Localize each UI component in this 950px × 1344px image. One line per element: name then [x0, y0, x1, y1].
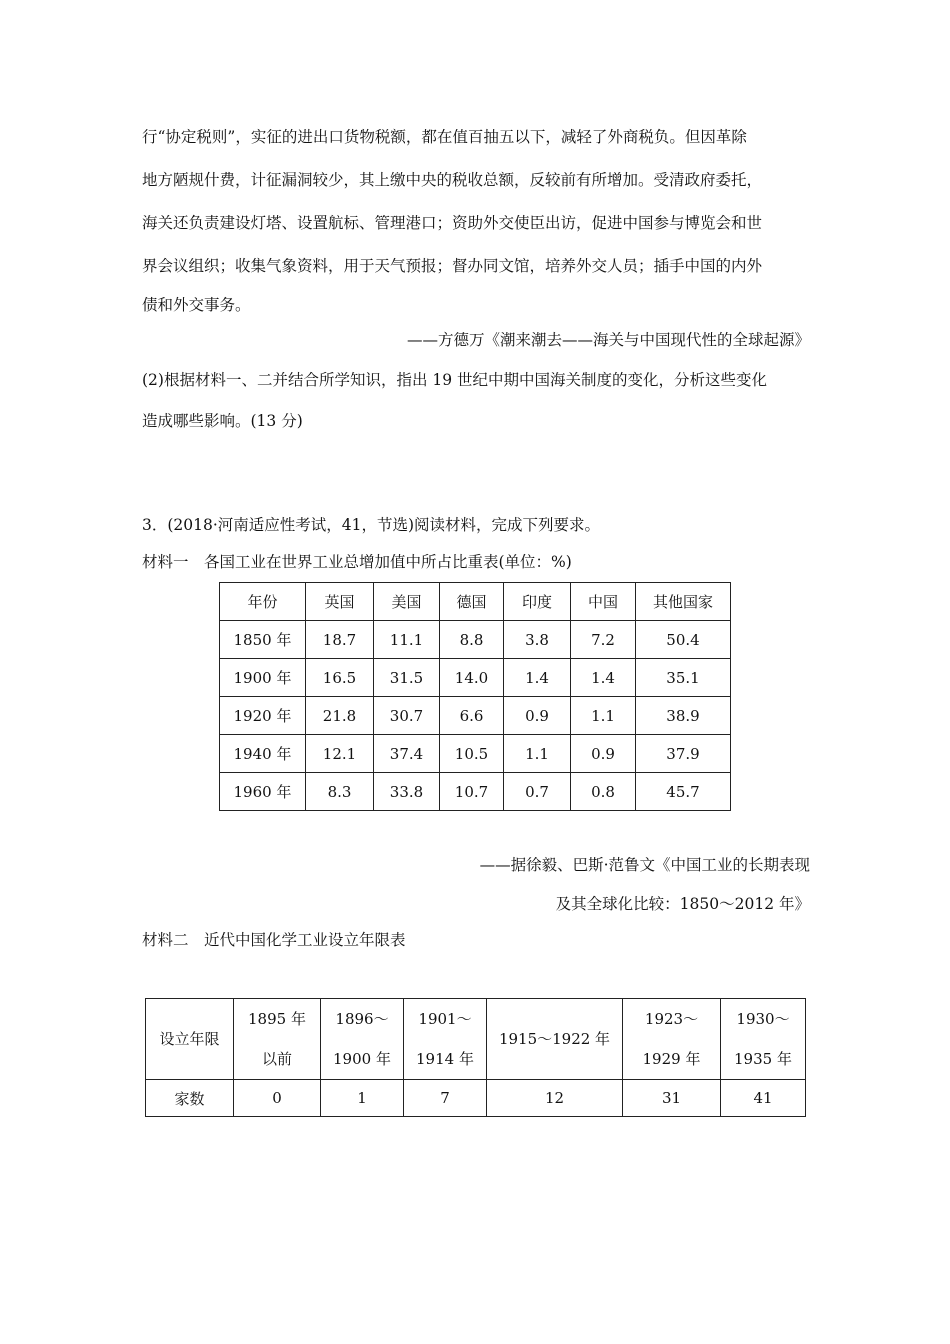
table-cell: 12.1	[306, 735, 374, 773]
period-line2: 以前	[261, 1050, 292, 1068]
table-cell: 38.9	[636, 697, 731, 735]
table-cell: 35.1	[636, 659, 731, 697]
table-cell: 37.4	[374, 735, 440, 773]
table-cell: 21.8	[306, 697, 374, 735]
period-line1: 1901～	[418, 1010, 472, 1028]
table-cell: 1920 年	[220, 697, 306, 735]
count-cell: 0	[234, 1080, 321, 1117]
table-cell: 0.7	[504, 773, 571, 811]
period-cell	[623, 999, 721, 1080]
table-cell: 0.8	[571, 773, 636, 811]
period-cell	[404, 999, 487, 1080]
period-line2: 1900 年	[333, 1050, 391, 1068]
table-cell: 37.9	[636, 735, 731, 773]
table-row	[146, 999, 806, 1080]
table-cell: 45.7	[636, 773, 731, 811]
table-cell: 16.5	[306, 659, 374, 697]
table-cell: 8.3	[306, 773, 374, 811]
table-cell: 1.4	[504, 659, 571, 697]
table-row	[220, 621, 731, 659]
table-cell: 1.4	[571, 659, 636, 697]
period-line1: 1923～	[644, 1010, 699, 1028]
table-cell: 0.9	[571, 735, 636, 773]
table-row	[220, 659, 731, 697]
table-cell: 1.1	[504, 735, 571, 773]
table-cell: 11.1	[374, 621, 440, 659]
question-2-line: (2)根据材料一、二并结合所学知识，指出 19 世纪中期中国海关制度的变化，分析这些变化	[142, 371, 768, 389]
passage-line: 海关还负责建设灯塔、设置航标、管理港口；资助外交使臣出访，促进中国参与博览会和世	[142, 214, 763, 232]
passage-line: 债和外交事务。	[142, 296, 251, 314]
period-cell	[721, 999, 806, 1080]
table-cell: 1850 年	[220, 621, 306, 659]
count-cell: 1	[321, 1080, 404, 1117]
count-cell: 41	[721, 1080, 806, 1117]
table-row	[146, 1080, 806, 1117]
material-1-source-line2: 及其全球化比较：1850～2012 年》	[555, 895, 810, 913]
table-cell: 3.8	[504, 621, 571, 659]
period-cell	[234, 999, 321, 1080]
table-cell: 30.7	[374, 697, 440, 735]
header-cell: 其他国家	[636, 583, 731, 621]
table-row	[220, 697, 731, 735]
period-cell	[487, 999, 623, 1080]
period-line2: 1914 年	[416, 1050, 474, 1068]
period-line1: 1896～	[335, 1010, 389, 1028]
question-2-line: 造成哪些影响。(13 分)	[142, 412, 303, 430]
table-cell: 18.7	[306, 621, 374, 659]
period-line2: 1935 年	[734, 1050, 792, 1068]
material-1-source-line1: ——据徐毅、巴斯·范鲁文《中国工业的长期表现	[479, 856, 810, 874]
header-cell: 印度	[504, 583, 571, 621]
header-cell: 英国	[306, 583, 374, 621]
table-cell: 1960 年	[220, 773, 306, 811]
table-cell: 0.9	[504, 697, 571, 735]
table-cell: 7.2	[571, 621, 636, 659]
period-line1: 1915～1922 年	[498, 1030, 611, 1048]
header-cell: 中国	[571, 583, 636, 621]
table-row	[220, 773, 731, 811]
period-line2: 1929 年	[642, 1050, 701, 1068]
industry-share-table	[219, 582, 731, 811]
table-cell: 8.8	[440, 621, 504, 659]
table-row	[220, 735, 731, 773]
count-cell: 31	[623, 1080, 721, 1117]
row-label: 设立年限	[146, 999, 234, 1080]
material-1-title: 材料一 各国工业在世界工业总增加值中所占比重表(单位：%)	[142, 553, 572, 571]
passage-source: ——方德万《潮来潮去——海关与中国现代性的全球起源》	[406, 331, 810, 349]
period-line1: 1930～	[736, 1010, 790, 1028]
period-cell	[321, 999, 404, 1080]
passage-line: 界会议组织；收集气象资料，用于天气预报；督办同文馆，培养外交人员；插手中国的内外	[142, 257, 763, 275]
header-cell: 美国	[374, 583, 440, 621]
table-cell: 50.4	[636, 621, 731, 659]
count-cell: 7	[404, 1080, 487, 1117]
row-label: 家数	[146, 1080, 234, 1117]
table-cell: 6.6	[440, 697, 504, 735]
table-cell: 31.5	[374, 659, 440, 697]
material-2-title: 材料二 近代中国化学工业设立年限表	[142, 931, 406, 949]
table-cell: 1.1	[571, 697, 636, 735]
table-cell: 10.7	[440, 773, 504, 811]
chemical-industry-table	[145, 998, 806, 1117]
table-cell: 14.0	[440, 659, 504, 697]
table-cell: 1900 年	[220, 659, 306, 697]
question-3-header: 3．(2018·河南适应性考试，41，节选)阅读材料，完成下列要求。	[142, 516, 601, 534]
table-cell: 33.8	[374, 773, 440, 811]
header-cell: 德国	[440, 583, 504, 621]
passage-line: 行“协定税则”，实征的进出口货物税额，都在值百抽五以下，减轻了外商税负。但因革除	[142, 128, 747, 146]
passage-line: 地方陋规什费，计征漏洞较少，其上缴中央的税收总额，反较前有所增加。受清政府委托，	[142, 171, 763, 189]
table-header-row	[220, 583, 731, 621]
period-line1: 1895 年	[248, 1010, 306, 1028]
count-cell: 12	[487, 1080, 623, 1117]
header-cell: 年份	[220, 583, 306, 621]
table-cell: 10.5	[440, 735, 504, 773]
table-cell: 1940 年	[220, 735, 306, 773]
